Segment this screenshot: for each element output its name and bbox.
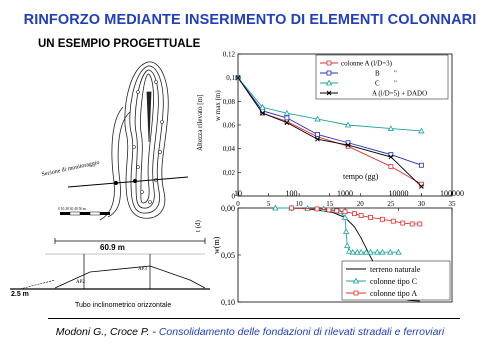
chart1-y-tick-label: 0,12 xyxy=(222,50,235,59)
chart1-x-tick-label: 10 xyxy=(295,200,303,208)
left-height-label: 2.5 m xyxy=(11,291,29,298)
chart1-x-tick-label: 0 xyxy=(236,200,240,208)
chart2-series-2-point xyxy=(352,212,356,216)
chart2-legend-label-0: terreno naturale xyxy=(370,265,421,274)
chart2-legend-label-2: colonne tipo A xyxy=(370,289,418,298)
chart2-series-1-point xyxy=(344,229,349,234)
ap3-label: AP3 xyxy=(138,267,147,272)
chart1-legend-marker-0 xyxy=(327,61,331,65)
chart2-series-2-point xyxy=(343,210,347,214)
chart2-y-tick-label: 0,10 xyxy=(221,298,235,307)
chart2-series-2-point xyxy=(335,209,339,213)
chart2-series-2-point xyxy=(327,208,331,212)
chart1-legend-ditto-2: " xyxy=(394,79,397,88)
chart2-series-2-point xyxy=(418,222,422,226)
chart2-series-2-point xyxy=(380,217,384,221)
chart2-ylabel: w(m) xyxy=(212,236,221,254)
scale-bar xyxy=(58,207,110,215)
chart1-x-tick-label: 20 xyxy=(356,200,364,208)
chart2-x-tick-label: 100 xyxy=(285,189,298,198)
chart2-series-2-point xyxy=(290,206,294,210)
chart1-legend-ditto-1: " xyxy=(394,69,397,78)
chart2-series-2-point xyxy=(401,221,405,225)
chart1-x-tick-label: 30 xyxy=(417,200,425,208)
chart1-x-tick-label: 35 xyxy=(448,200,456,208)
chart1-series-0-point xyxy=(389,164,393,168)
chart2-series-2-point xyxy=(391,219,395,223)
chart2-y-tick-label: 0,00 xyxy=(221,204,235,213)
chart1-ylabel: w max (m) xyxy=(214,90,222,121)
chart1-y-tick-label: 0,1 xyxy=(226,74,235,83)
chart1-y-tick-label: 0,06 xyxy=(222,121,235,130)
chart1-y-tick-label: 0 xyxy=(231,192,235,201)
chart1-legend-label-2: C xyxy=(375,79,380,88)
chart2-side-label: t (d) xyxy=(194,220,202,232)
chart1-legend-marker-1 xyxy=(327,71,331,75)
chart2-y-tick-label: 0,05 xyxy=(221,251,235,260)
slide-title: RINFORZO MEDIANTE INSERIMENTO DI ELEMENTI COLONNARI xyxy=(23,12,477,28)
chart2-series-2-point xyxy=(410,222,414,226)
chart1-side-label: Altezza rilevato [m] xyxy=(196,94,204,151)
plan-view-drawing xyxy=(38,52,208,227)
chart1-xlabel: tempo (gg) xyxy=(343,172,379,181)
chart1-y-tick-label: 0,08 xyxy=(222,97,235,106)
footer-authors: Modoni G., Croce P. - xyxy=(55,326,159,338)
chart2-x-tick-label: 100000 xyxy=(440,189,464,198)
ap2-label: AP2 xyxy=(76,280,85,285)
chart2-x-tick-label: 10 xyxy=(234,189,242,198)
chart1-x-tick-label: 15 xyxy=(326,200,334,208)
chart2-series-1-point xyxy=(345,243,350,248)
chart1-legend-label-0: colonne A (l/D=3) xyxy=(341,59,392,68)
footer-topic: Consolidamento delle fondazioni di rilevati stradali e ferroviari xyxy=(158,326,445,338)
cross-section-drawing xyxy=(10,236,210,311)
chart1-legend-label-3: A (l/D=5) + DADO xyxy=(372,89,428,98)
section-caption: Tubo inclinometrico orizzontale xyxy=(75,302,172,309)
chart2-series-2-point xyxy=(369,215,373,219)
section-width-label: 60.9 m xyxy=(100,243,125,252)
chart1-series-1-point xyxy=(419,163,423,167)
chart2-x-tick-label: 10000 xyxy=(388,189,409,198)
chart1-series-1-point xyxy=(315,132,319,136)
slide-subtitle: UN ESEMPIO PROGETTUALE xyxy=(38,38,201,50)
chart1-x-tick-label: 5 xyxy=(266,200,271,208)
footer-rule xyxy=(48,318,460,319)
chart1-y-tick-label: 0,04 xyxy=(222,145,235,154)
section-label: Sezione di monitoraggio xyxy=(41,159,101,178)
svg-text:0 10 20 30 40 50 m: 0 10 20 30 40 50 m xyxy=(58,207,86,211)
chart1-y-tick-label: 0,02 xyxy=(222,168,235,177)
settlement-log-chart xyxy=(192,188,482,308)
chart2-legend-marker-2 xyxy=(354,291,358,295)
chart1-legend-label-1: B xyxy=(375,69,380,78)
chart1-series-1-point xyxy=(285,116,289,120)
chart2-series-2-point xyxy=(315,207,319,211)
footer xyxy=(0,326,500,338)
chart2-series-2-point xyxy=(359,214,363,218)
chart2-legend-label-1: colonne tipo C xyxy=(370,277,418,286)
chart2-x-tick-label: 1000 xyxy=(337,189,353,198)
chart1-x-tick-label: 25 xyxy=(387,200,395,208)
